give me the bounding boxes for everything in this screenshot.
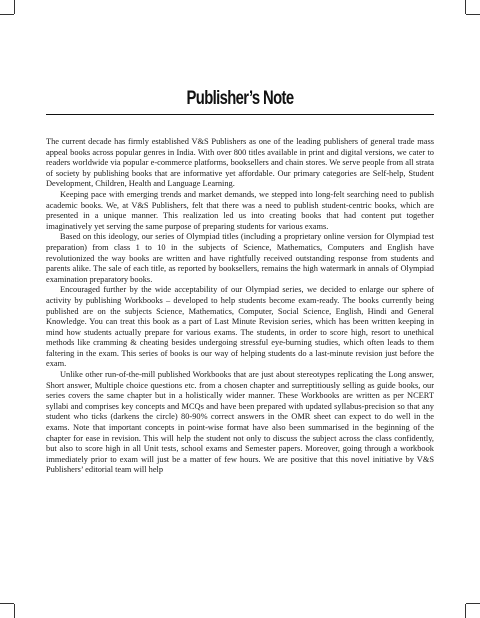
paragraph-1: The current decade has firmly established V&S Publishers as one of the leading publishers of general trade mass appeal books across popular genres in India. With over 800 titles available in print and digital versions, we cater to readers worldwide via popular e-commerce platforms, booksellers and chain stores. We serve people from all strata of society by publishing books that are informative yet affordable. Our primary categories are Self-help, Student Development, Children, Health and Language Learning. xyxy=(46,137,434,189)
title-underline xyxy=(46,114,434,115)
crop-mark-top-left-h xyxy=(0,14,14,15)
body-text xyxy=(46,137,434,476)
paragraph-3: Based on this ideology, our series of Olympiad titles (including a proprietary online version for Olympiad test preparation) from class 1 to 10 in the subjects of Science, Mathematics, Computers and English have revolutionized the way books are written and have rightfully received outstanding response from students and parents alike. The sale of each title, as reported by booksellers, remains the high watermark in annals of Olympiad examination preparatory books. xyxy=(46,232,434,284)
paragraph-4: Encouraged further by the wide acceptability of our Olympiad series, we decided to enlarge our sphere of activity by publishing Workbooks – developed to help students become exam-ready. The books currently being published are on the subjects Science, Mathematics, Computer, Social Science, English, Hindi and General Knowledge. You can treat this book as a part of Last Minute Revision series, which has been written keeping in mind how students actually prepare for various exams. The students, in order to score high, resort to unethical methods like cramming & cheating besides undergoing stressful eye-burning studies, which often leads to them faltering in the exam. This series of books is our way of helping students do a last-minute revision just before the exam. xyxy=(46,285,434,369)
document-page xyxy=(46,88,434,476)
paragraph-5: Unlike other run-of-the-mill published Workbooks that are just about stereotypes replicating the Long answer, Short answer, Multiple choice questions etc. from a chosen chapter and surreptitiously selling as guide books, our series covers the same chapter but in a holistically wider manner. These Workbooks are written as per NCERT syllabi and comprises key concepts and MCQs and have been prepared with updated syllabus-precision so that any student who ticks (darkens the circle) 80-90% correct answers in the OMR sheet can expect to do well in the exams. Note that important concepts in point-wise format have also been summarised in the beginning of the chapter for ease in revision. This will help the student not only to discuss the subject across the class confidently, but also to score high in all Unit tests, school exams and Semester papers. Moreover, going through a workbook immediately prior to exam will just be a matter of few hours. We are positive that this novel initiative by V&S Publishers’ editorial team will help xyxy=(46,370,434,475)
crop-mark-top-right xyxy=(465,0,466,14)
crop-mark-bottom-left-h xyxy=(0,603,14,604)
crop-mark-bottom-right xyxy=(465,604,466,618)
paragraph-2: Keeping pace with emerging trends and market demands, we stepped into long-felt searching need to publish academic books. We, at V&S Publishers, felt that there was a need to publish student-centric books, which are presented in a unique manner. This realization led us into creating books that had content put together imaginatively yet serving the same purpose of preparing students for various exams. xyxy=(46,189,434,231)
page-title: Publisher’s Note xyxy=(186,88,294,109)
crop-mark-bottom-right-h xyxy=(466,603,480,604)
crop-mark-top-left xyxy=(14,0,15,14)
crop-mark-bottom-left xyxy=(14,604,15,618)
crop-mark-top-right-h xyxy=(466,14,480,15)
